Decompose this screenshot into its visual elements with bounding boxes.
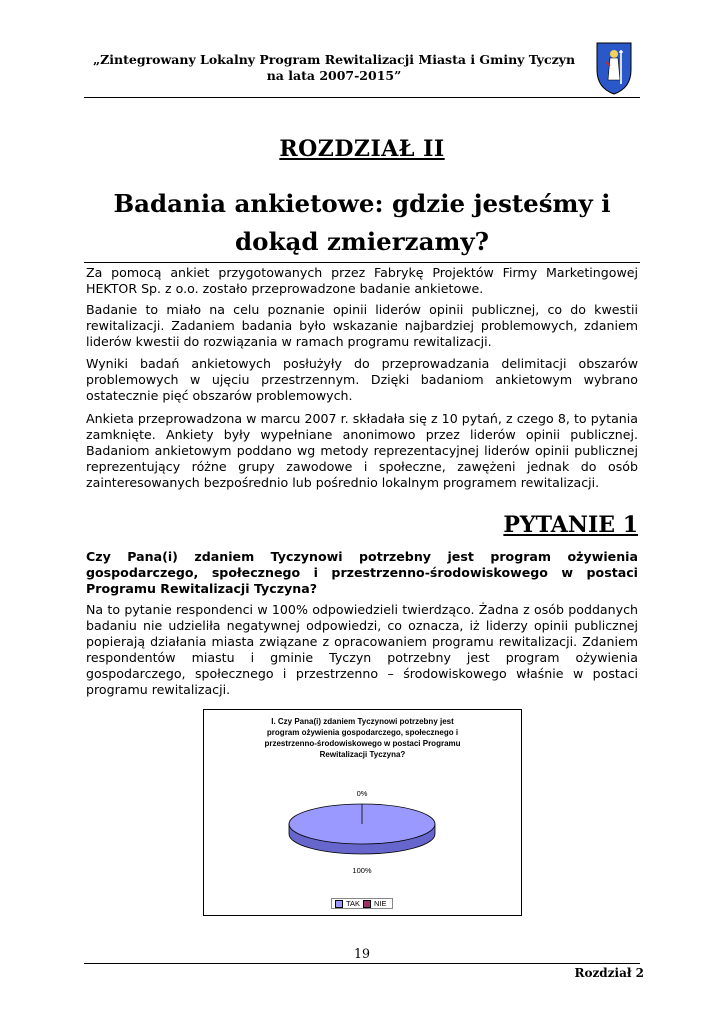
legend-label-nie: NIE (374, 899, 387, 908)
main-title (84, 185, 640, 261)
chapter-heading: ROZDZIAŁ II (279, 136, 445, 162)
data-label-tak: 100% (352, 866, 372, 875)
chart-title-line-3: przestrzenno-środowiskowego w postaci Programu (264, 739, 461, 748)
header-rule (84, 97, 640, 98)
header-title-line-2: na lata 2007-2015” (266, 68, 402, 83)
footer-chapter-label: Rozdział 2 (574, 966, 644, 980)
chart-title-line-4: Rewitalizacji Tyczyna? (319, 750, 406, 759)
title-divider (84, 262, 640, 263)
intro-paragraph-2: Badanie to miało na celu poznanie opinii liderów opinii publicznej, co do kwestii rewitalizacji. Zadaniem badania było wskazanie najbardziej problemowych, zdaniem liderów kwestii do rozwiązania w ramach programu rewitalizacji. (86, 302, 638, 349)
intro-paragraph-1: Za pomocą ankiet przygotowanych przez Fabrykę Projektów Firmy Marketingowej HEKTOR Sp. z o.o. zostało przeprowadzone badanie ankietowe. (86, 265, 638, 296)
legend-swatch-nie (363, 900, 371, 908)
legend-swatch-tak (335, 900, 343, 908)
chart-legend (331, 898, 393, 909)
main-title-line-2: dokąd zmierzamy? (235, 227, 489, 256)
intro-paragraph-3: Wyniki badań ankietowych posłużyły do przeprowadzania delimitacji obszarów problemowych w ujęciu przestrzennym. Dzięki badaniom ankietowym wybrano ostatecznie pięć obszarów problemowych. (86, 356, 638, 403)
pie-chart-plot (204, 710, 521, 915)
intro-paragraph-4: Ankieta przeprowadzona w marcu 2007 r. składała się z 10 pytań, z czego 8, to pytania zamknięte. Ankiety były wypełniane anonimowo przez liderów opinii publicznej. Badaniom ankietowym poddano wg metody reprezentacyjnej liderów opinii publicznej reprezentujący różne grupy zawodowe i społeczne, zawężeni jednak do osób zainteresowanych bezpośrednio lub pośrednio lokalnym programem rewitalizacji. (86, 411, 638, 490)
footer-rule (84, 963, 640, 964)
legend-label-tak: TAK (346, 899, 361, 908)
pie-chart (203, 709, 522, 916)
answer-paragraph: Na to pytanie respondenci w 100% odpowiedzieli twierdząco. Żadna z osób poddanych badaniu nie udzieliła negatywnej odpowiedzi, co oznacza, iż liderzy opinii publicznej popierają działania miasta związane z opracowaniem programu rewitalizacji. Zdaniem respondentów miastu i gminie Tyczyn potrzebny jest program ożywienia gospodarczego, społecznego i przestrzenno – środowiskowego właśnie w postaci programu rewitalizacji. (86, 602, 638, 697)
coat-of-arms-icon (594, 40, 634, 96)
chart-title-line-2: program ożywienia gospodarczego, społecznego i (266, 728, 459, 737)
chart-title-line-1: I. Czy Pana(i) zdaniem Tyczynowi potrzebny jest (271, 717, 454, 726)
data-label-nie: 0% (356, 789, 368, 798)
question-heading: PYTANIE 1 (503, 512, 638, 538)
page-number: 19 (353, 946, 371, 961)
header-title-line-1: „Zintegrowany Lokalny Program Rewitalizacji Miasta i Gminy Tyczyn (92, 52, 576, 67)
question-text: Czy Pana(i) zdaniem Tyczynowi potrzebny jest program ożywienia gospodarczego, społecznego i przestrzenno-środowiskowego w postaci Programu Rewitalizacji Tyczyna? (86, 549, 638, 596)
header-title (84, 52, 584, 84)
main-title-line-1: Badania ankietowe: gdzie jesteśmy i (113, 189, 611, 218)
